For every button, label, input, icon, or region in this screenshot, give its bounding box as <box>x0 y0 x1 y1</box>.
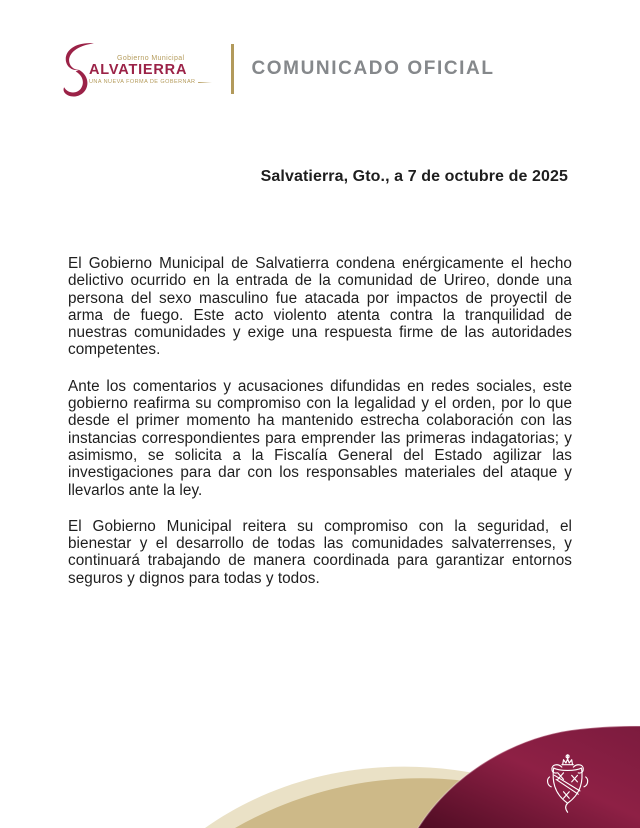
logo-tagline: UNA NUEVA FORMA DE GOBERNAR <box>89 79 196 86</box>
paragraph-1: El Gobierno Municipal de Salvatierra condena enérgicamente el hecho delictivo ocurrido en la entrada de la comunidad de Urireo, donde una persona del sexo masculino fue atacada por impactos de proyectil de arma de fuego. Este acto violento atenta contra la tranquilidad de nuestras comunidades y exige una respuesta firme de las autoridades competentes. <box>68 255 572 359</box>
logo-tagline-row <box>89 79 212 85</box>
header <box>62 38 495 100</box>
paragraph-3: El Gobierno Municipal reitera su compromiso con la seguridad, el bienestar y el desarrollo de todas las comunidades salvaterrenses, y continuará trabajando de manera coordinada para garantizar entornos seguros y dignos para todas y todos. <box>68 517 572 587</box>
logo-top-text: Gobierno Municipal <box>116 54 185 62</box>
logo-name: ALVATIERRA <box>89 61 188 78</box>
footer-wave-art <box>0 640 640 828</box>
paragraph-2: Ante los comentarios y acusaciones difundidas en redes sociales, este gobierno reafirma su compromiso con la legalidad y el orden, por lo que desde el primer momento ha mantenido estrecha colaboración con las instancias correspondientes para emprender las primeras indagatorias; y asimismo, se solicita a la Fiscalía General del Estado agilizar las investigaciones para dar con los responsables materiales del ataque y llevarlos ante la ley. <box>68 377 572 499</box>
dateline: Salvatierra, Gto., a 7 de octubre de 2025 <box>260 168 568 185</box>
document-body <box>68 168 572 587</box>
logo-gold-underline <box>198 82 212 84</box>
salvatierra-logo <box>62 40 212 98</box>
logo-text-block <box>89 53 212 86</box>
gold-divider <box>231 44 234 94</box>
banner-title: COMUNICADO OFICIAL <box>251 58 495 79</box>
